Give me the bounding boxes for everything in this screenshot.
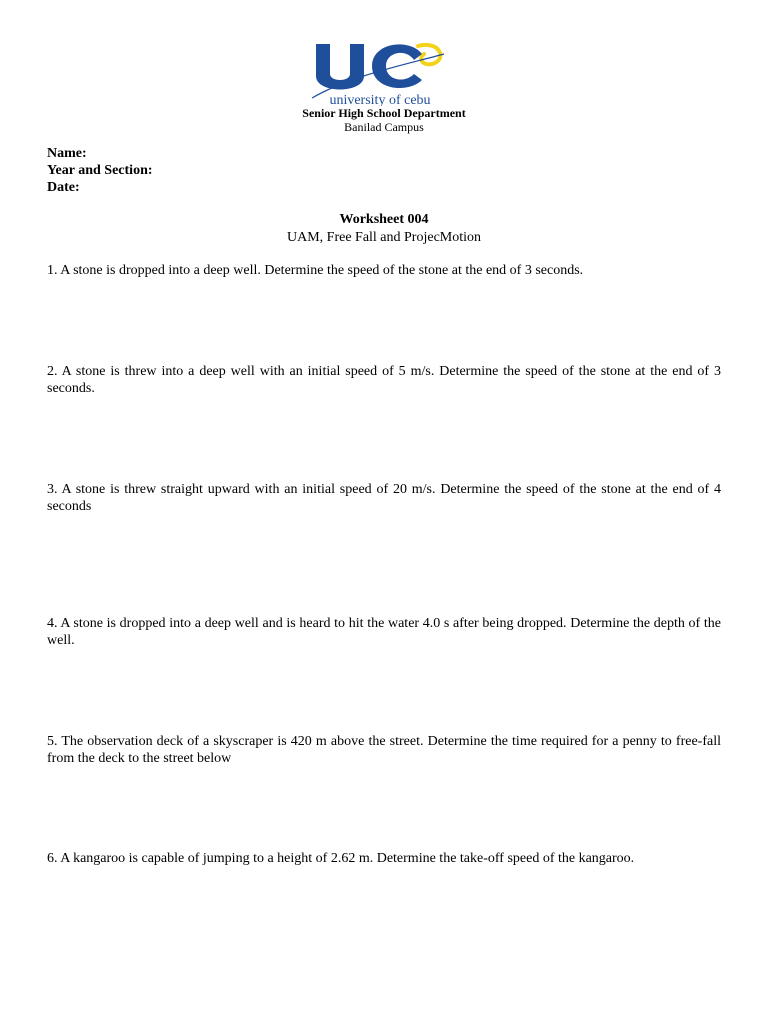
- name-label: Name:: [47, 146, 87, 161]
- year-section-label: Year and Section:: [47, 163, 153, 178]
- department-name: Senior High School Department: [302, 106, 466, 120]
- student-info-fields: [47, 145, 153, 196]
- logo-wordmark: university of cebu: [329, 93, 431, 106]
- question-4: 4. A stone is dropped into a deep well and is heard to hit the water 4.0 s after being dropped. Determine the depth of the well.: [47, 616, 721, 648]
- date-label: Date:: [47, 180, 80, 195]
- question-2: 2. A stone is threw into a deep well with an initial speed of 5 m/s. Determine the speed of the stone at the end of 3 seconds.: [47, 364, 721, 396]
- worksheet-subtitle: UAM, Free Fall and ProjecMotion: [286, 230, 482, 245]
- question-5: 5. The observation deck of a skyscraper is 420 m above the street. Determine the time required for a penny to free-fall from the deck to the street below: [47, 734, 721, 766]
- campus-name: Banilad Campus: [344, 120, 424, 134]
- question-6: 6. A kangaroo is capable of jumping to a height of 2.62 m. Determine the take-off speed of the kangaroo.: [47, 851, 635, 866]
- uc-logo-icon: [310, 36, 450, 106]
- question-3: 3. A stone is threw straight upward with an initial speed of 20 m/s. Determine the speed of the stone at the end of 4 seconds: [47, 482, 721, 514]
- question-1: 1. A stone is dropped into a deep well. Determine the speed of the stone at the end of 3 seconds.: [47, 263, 584, 278]
- university-logo: [310, 36, 450, 106]
- worksheet-title: Worksheet 004: [339, 212, 429, 227]
